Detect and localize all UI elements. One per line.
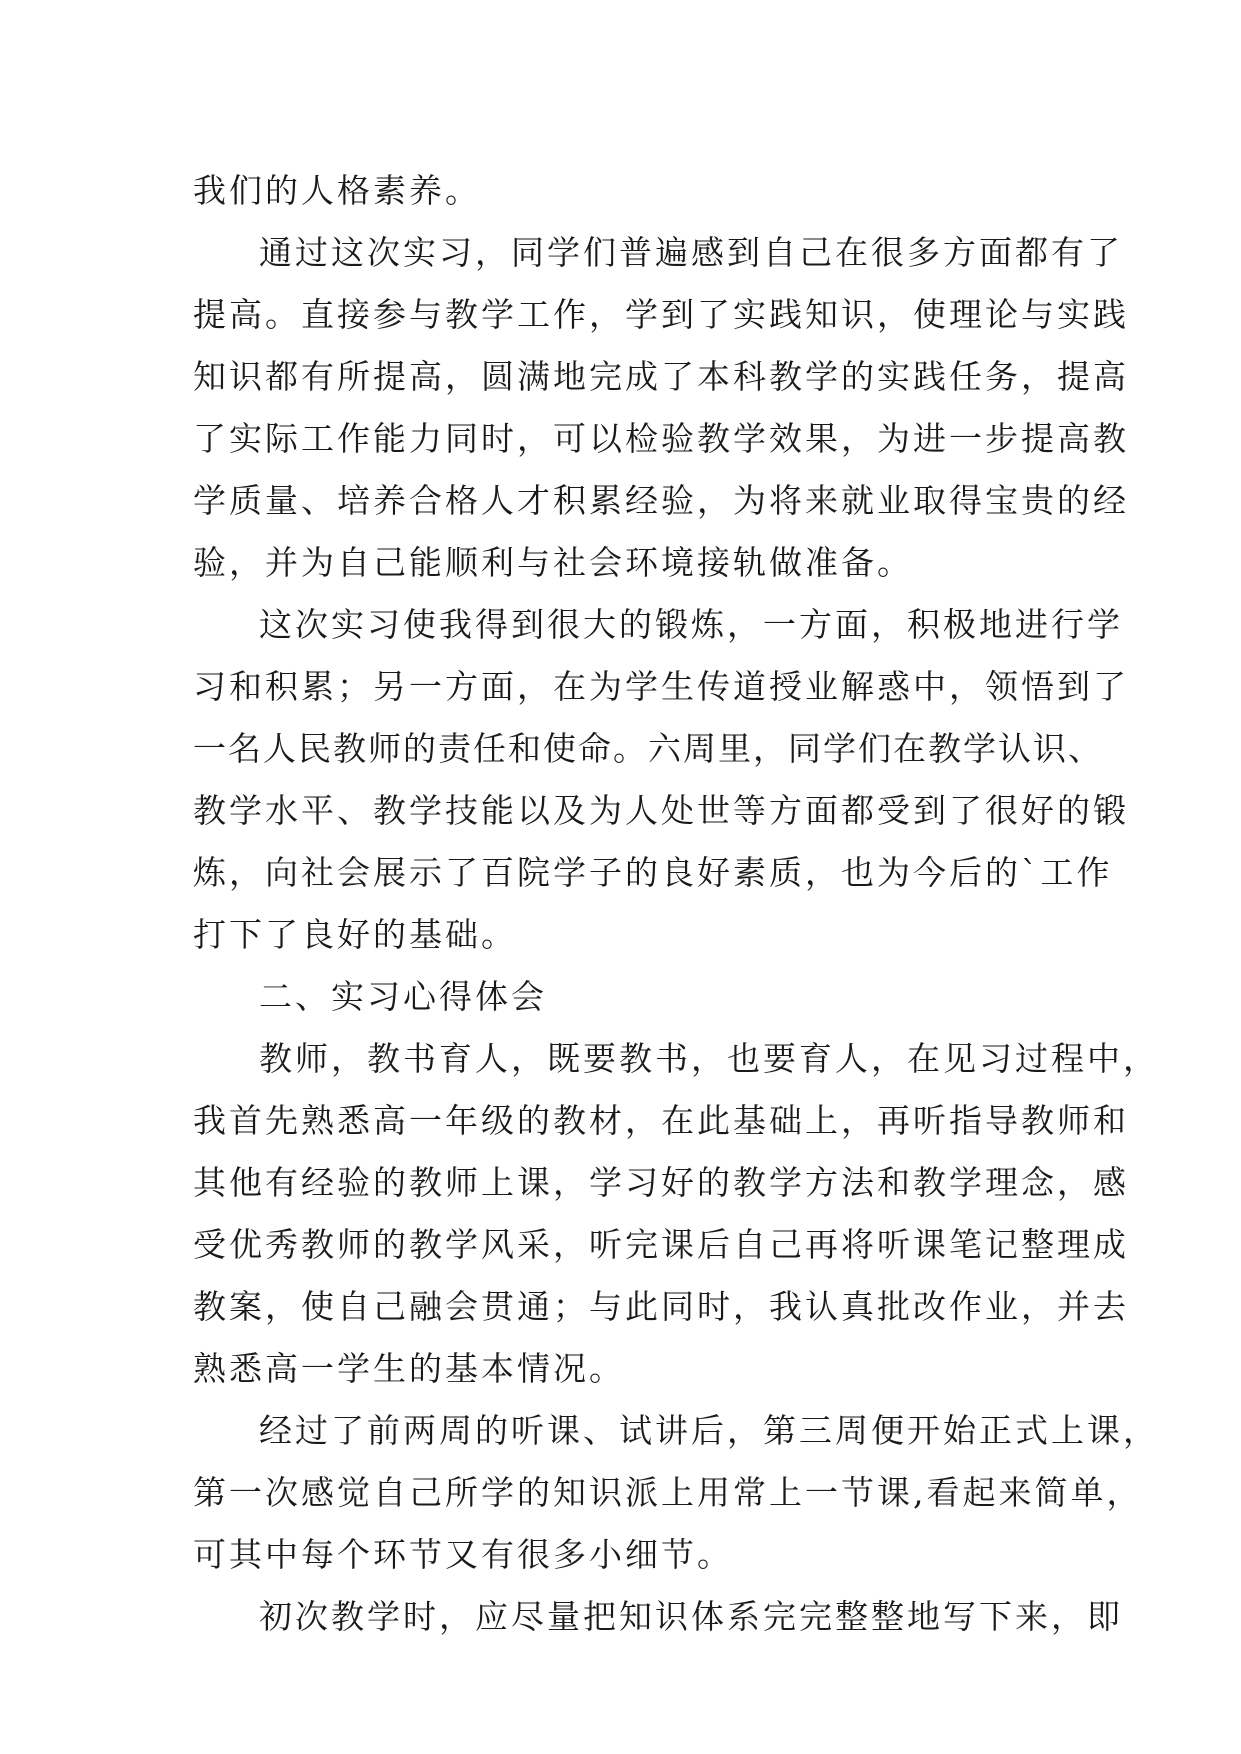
text-line: 我首先熟悉高一年级的教材，在此基础上，再听指导教师和 bbox=[193, 1101, 1129, 1140]
text-line: 可其中每个环节又有很多小细节。 bbox=[193, 1535, 733, 1574]
paragraph-first-line: 教师，教书育人，既要教书，也要育人，在见习过程中， bbox=[259, 1039, 1159, 1078]
text-line: 习和积累；另一方面，在为学生传道授业解惑中，领悟到了 bbox=[193, 667, 1129, 706]
text-line: 我们的人格素养。 bbox=[193, 171, 481, 210]
paragraph-first-line: 经过了前两周的听课、试讲后，第三周便开始正式上课， bbox=[259, 1411, 1159, 1450]
paragraph-first-line: 通过这次实习，同学们普遍感到自己在很多方面都有了 bbox=[259, 233, 1123, 272]
text-line: 提高。直接参与教学工作，学到了实践知识，使理论与实践 bbox=[193, 295, 1129, 334]
text-line: 知识都有所提高，圆满地完成了本科教学的实践任务，提高 bbox=[193, 357, 1129, 396]
body-text bbox=[193, 160, 1159, 1648]
text-line: 教案，使自己融会贯通；与此同时，我认真批改作业，并去 bbox=[193, 1287, 1129, 1326]
text-line: 验，并为自己能顺利与社会环境接轨做准备。 bbox=[193, 543, 913, 582]
text-line: 打下了良好的基础。 bbox=[193, 915, 517, 954]
text-line: 学质量、培养合格人才积累经验，为将来就业取得宝贵的经 bbox=[193, 481, 1129, 520]
text-line: 炼，向社会展示了百院学子的良好素质，也为今后的`工作 bbox=[193, 853, 1113, 892]
text-line: 熟悉高一学生的基本情况。 bbox=[193, 1349, 625, 1388]
text-line: 一名人民教师的责任和使命。六周里，同学们在教学认识、 bbox=[193, 729, 1103, 768]
text-line: 受优秀教师的教学风采，听完课后自己再将听课笔记整理成 bbox=[193, 1225, 1129, 1264]
paragraph-first-line: 初次教学时，应尽量把知识体系完完整整地写下来，即 bbox=[259, 1597, 1123, 1636]
text-line: 了实际工作能力同时，可以检验教学效果，为进一步提高教 bbox=[193, 419, 1129, 458]
section-heading: 二、实习心得体会 bbox=[259, 977, 547, 1016]
paragraph-first-line: 这次实习使我得到很大的锻炼，一方面，积极地进行学 bbox=[259, 605, 1123, 644]
text-line: 教学水平、教学技能以及为人处世等方面都受到了很好的锻 bbox=[193, 791, 1129, 830]
text-line: 第一次感觉自己所学的知识派上用常上一节课,看起来简单， bbox=[193, 1473, 1143, 1512]
text-line: 其他有经验的教师上课，学习好的教学方法和教学理念，感 bbox=[193, 1163, 1129, 1202]
